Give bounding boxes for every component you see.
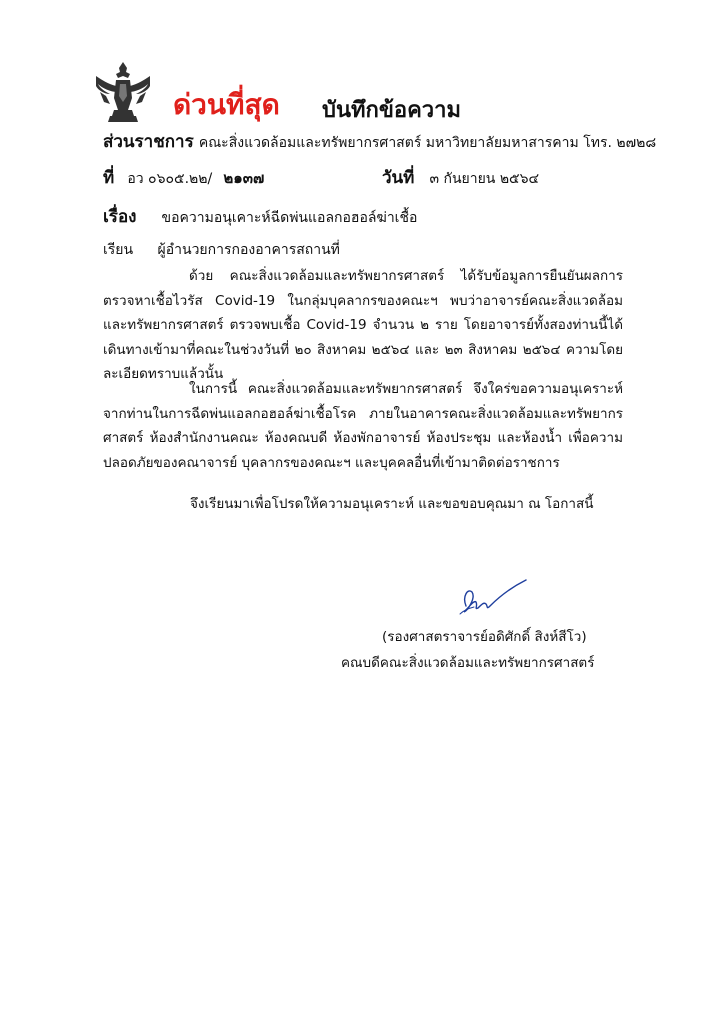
garuda-emblem [92,58,154,126]
reference-number: ๒๑๓๗ [223,169,265,187]
reference-prefix: อว ๐๖๐๕.๒๒/ [127,171,213,187]
body-paragraph-2 [103,377,623,475]
signature-scribble [452,576,532,618]
subject-label: เรื่อง [103,207,137,227]
department-line [103,128,656,155]
urgency-label: ด่วนที่สุด [173,88,280,121]
subject-text: ขอความอนุเคาะห์ฉีดพ่นแอลกอฮอล์ฆ่าเชื้อ [161,210,418,226]
department-text: คณะสิ่งแวดล้อมและทรัพยากรศาสตร์ มหาวิทยาลัยมหาสารคาม โทร. ๒๗๒๘ [198,135,657,151]
body-paragraph-1 [103,264,623,387]
department-label: ส่วนราชการ [103,132,194,152]
reference-label: ที่ [103,168,115,188]
paragraph-1-text: ด้วย คณะสิ่งแวดล้อมและทรัพยากรศาสตร์ ได้รับข้อมูลการยืนยันผลการตรวจหาเชื้อไวรัส Covid-19 ในกลุ่มบุคลากรของคณะฯ พบว่าอาจารย์คณะสิ่งแวดล้อมและทรัพยากรศาสตร์ ตรวจพบเชื้อ Covid-19 จำนวน ๒ ราย โดยอาจารย์ทั้งสองท่านนี้ได้เดินทางเข้ามาที่คณะในช่วงวันที่ ๒๐ สิงหาคม ๒๕๖๔ และ ๒๓ สิงหาคม ๒๕๖๔ ความโดยละเอียดทราบแล้วนั้น [103,268,623,382]
addressee-text: ผู้อำนวยการกองอาคารสถานที่ [157,242,340,258]
memo-title: บันทึกข้อความ [322,98,462,123]
date-text: ๓ กันยายน ๒๕๖๔ [429,171,540,187]
date-label: วันที่ [382,168,415,188]
reference-line [103,164,264,191]
subject-line [103,203,417,230]
addressee-line [103,239,340,261]
signatory-position: คณบดีคณะสิ่งแวดล้อมและทรัพยากรศาสตร์ [341,655,595,671]
paragraph-2-text: ในการนี้ คณะสิ่งแวดล้อมและทรัพยากรศาสตร์ จึงใคร่ขอความอนุเคราะห์จากท่านในการฉีดพ่นแอลกอฮอล์ฆ่าเชื้อโรค ภายในอาคารคณะสิ่งแวดล้อมและทรัพยากรศาสตร์ ห้องสำนักงานคณะ ห้องคณบดี ห้องพักอาจารย์ ห้องประชุม และห้องน้ำ เพื่อความปลอดภัยของคณาจารย์ บุคลากรของคณะฯ และบุคคลอื่นที่เข้ามาติดต่อราชการ [103,381,623,471]
addressee-label: เรียน [103,242,134,258]
date-line [382,164,539,191]
signatory-name: (รองศาสตราจารย์อดิศักดิ์ สิงห์สีโว) [382,629,587,645]
closing-text: จึงเรียนมาเพื่อโปรดให้ความอนุเคราะห์ และขอขอบคุณมา ณ โอกาสนี้ [190,496,594,512]
